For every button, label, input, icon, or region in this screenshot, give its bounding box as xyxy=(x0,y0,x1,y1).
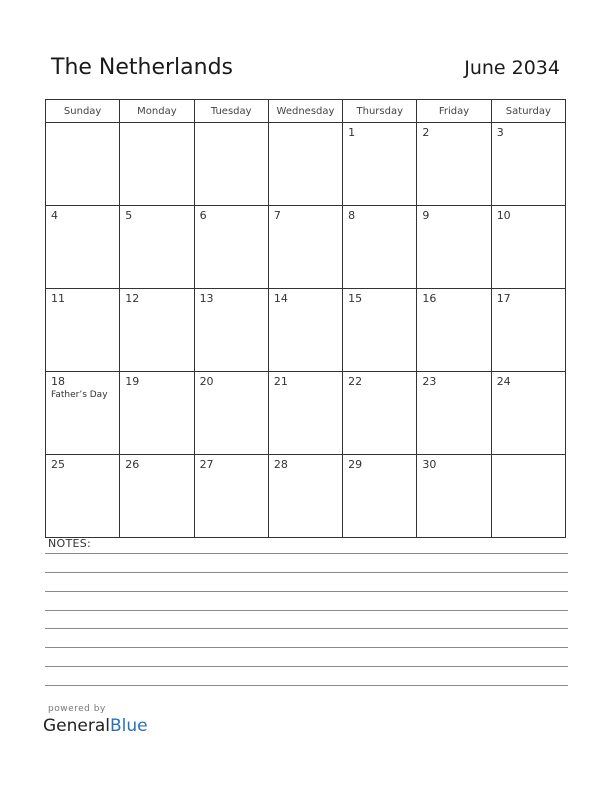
day-number: 18 xyxy=(51,375,65,388)
day-number: 24 xyxy=(496,375,511,388)
day-cell xyxy=(491,455,565,538)
day-cell xyxy=(46,289,120,372)
day-number: 20 xyxy=(199,375,214,388)
week-row-5 xyxy=(46,455,566,538)
note-line xyxy=(45,647,568,648)
holiday-label: Father’s Day xyxy=(51,390,108,400)
brand-name-blue: Blue xyxy=(110,716,148,736)
day-number: 13 xyxy=(199,292,214,305)
day-number: 6 xyxy=(199,209,207,222)
day-number: 23 xyxy=(422,375,437,388)
day-cell xyxy=(417,123,491,206)
day-cell xyxy=(343,206,417,289)
day-number: 15 xyxy=(348,292,363,305)
day-number: 11 xyxy=(51,292,65,305)
week-row-4 xyxy=(46,372,566,455)
day-cell xyxy=(491,372,565,455)
powered-by-label: powered by xyxy=(48,704,106,714)
day-number: 5 xyxy=(125,209,133,222)
day-number: 4 xyxy=(51,209,58,222)
weekday-friday: Friday xyxy=(417,100,491,123)
day-cell xyxy=(491,289,565,372)
day-number: 30 xyxy=(422,458,437,471)
note-line xyxy=(45,591,568,592)
day-number: 9 xyxy=(422,209,430,222)
day-cell xyxy=(46,123,120,206)
day-number: 3 xyxy=(496,126,504,139)
week-row-3 xyxy=(46,289,566,372)
day-number: 19 xyxy=(125,375,140,388)
day-number: 17 xyxy=(496,292,511,305)
day-number: 22 xyxy=(348,375,363,388)
day-cell xyxy=(343,289,417,372)
note-line xyxy=(45,666,568,667)
day-cell xyxy=(194,123,268,206)
day-cell xyxy=(343,123,417,206)
weekday-wednesday: Wednesday xyxy=(268,100,342,123)
note-line xyxy=(45,553,568,554)
day-cell xyxy=(417,289,491,372)
country-title: The Netherlands xyxy=(51,55,234,80)
day-cell xyxy=(268,455,342,538)
note-line xyxy=(45,610,568,611)
day-number: 25 xyxy=(51,458,65,471)
weekday-monday: Monday xyxy=(120,100,194,123)
day-cell xyxy=(417,372,491,455)
day-cell xyxy=(417,206,491,289)
month-year-title: June 2034 xyxy=(464,57,560,79)
day-number: 7 xyxy=(273,209,281,222)
day-number: 21 xyxy=(273,375,288,388)
weekday-saturday: Saturday xyxy=(491,100,565,123)
day-cell xyxy=(343,372,417,455)
day-cell xyxy=(46,206,120,289)
day-cell xyxy=(194,372,268,455)
day-cell xyxy=(268,123,342,206)
day-number: 1 xyxy=(348,126,356,139)
notes-label: NOTES: xyxy=(48,537,92,550)
day-cell xyxy=(120,372,194,455)
day-cell xyxy=(343,455,417,538)
day-cell xyxy=(268,372,342,455)
weekday-thursday: Thursday xyxy=(343,100,417,123)
day-cell xyxy=(268,289,342,372)
day-number: 16 xyxy=(422,292,437,305)
day-cell xyxy=(491,123,565,206)
day-cell xyxy=(491,206,565,289)
day-number: 26 xyxy=(125,458,140,471)
day-number: 8 xyxy=(348,209,356,222)
day-cell xyxy=(120,455,194,538)
day-cell xyxy=(120,289,194,372)
weekday-sunday: Sunday xyxy=(46,100,120,123)
note-line xyxy=(45,685,568,686)
weekday-header-row xyxy=(46,100,566,123)
day-number: 27 xyxy=(199,458,214,471)
day-cell xyxy=(417,455,491,538)
day-number: 10 xyxy=(496,209,511,222)
day-cell xyxy=(194,289,268,372)
day-cell xyxy=(194,206,268,289)
week-row-2 xyxy=(46,206,566,289)
note-line xyxy=(45,572,568,573)
calendar-grid xyxy=(45,99,566,538)
day-cell xyxy=(46,372,120,455)
day-cell xyxy=(120,123,194,206)
day-cell xyxy=(268,206,342,289)
day-cell xyxy=(120,206,194,289)
day-cell xyxy=(194,455,268,538)
day-cell xyxy=(46,455,120,538)
week-row-1 xyxy=(46,123,566,206)
note-line xyxy=(45,628,568,629)
brand-logo xyxy=(43,716,148,736)
day-number: 29 xyxy=(348,458,363,471)
day-number: 2 xyxy=(422,126,430,139)
weekday-tuesday: Tuesday xyxy=(194,100,268,123)
brand-name-general: General xyxy=(43,716,110,736)
day-number: 12 xyxy=(125,292,140,305)
day-number: 14 xyxy=(273,292,288,305)
day-number: 28 xyxy=(273,458,288,471)
